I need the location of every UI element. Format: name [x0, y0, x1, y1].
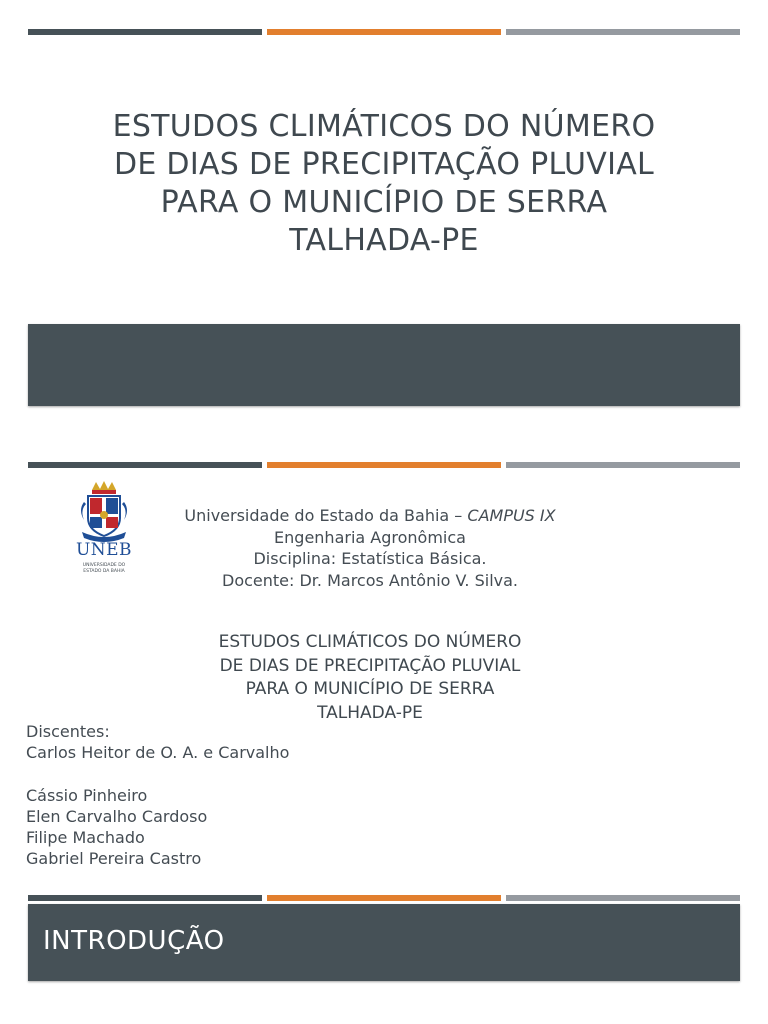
student-name: Gabriel Pereira Castro — [26, 849, 202, 869]
students-list — [26, 721, 289, 869]
students-label: Discentes: — [26, 722, 110, 741]
bottom-stripe-orange — [267, 895, 501, 901]
university-line — [150, 505, 590, 527]
slide3-title: INTRODUÇÃO — [43, 926, 225, 956]
slide2-title-line: DE DIAS DE PRECIPITAÇÃO PLUVIAL — [219, 655, 521, 676]
mid-stripe-dark — [28, 462, 262, 468]
student-name: Cássio Pinheiro — [26, 785, 148, 805]
slide1-title-line: ESTUDOS CLIMÁTICOS DO NÚMERO — [112, 109, 656, 144]
mid-stripe-gray — [506, 462, 740, 468]
slide1-title — [60, 108, 708, 260]
uneb-logo — [72, 480, 136, 584]
logo-subtext: ESTADO DA BAHIA — [83, 569, 125, 574]
university-name: Universidade do Estado da Bahia – — [184, 506, 468, 525]
campus-name: CAMPUS IX — [467, 506, 556, 525]
bottom-stripe-dark — [28, 895, 262, 901]
slide1-banner — [28, 324, 740, 406]
student-name: Elen Carvalho Cardoso — [26, 806, 208, 826]
student-name: Filipe Machado — [26, 828, 145, 847]
list-spacer — [26, 763, 289, 784]
slide1-title-line: TALHADA-PE — [289, 223, 479, 258]
top-stripe-gray — [506, 29, 740, 35]
top-stripe-dark — [28, 29, 262, 35]
teacher-line: Docente: Dr. Marcos Antônio V. Silva. — [222, 570, 518, 590]
university-info — [150, 505, 590, 591]
mid-stripe-orange — [267, 462, 501, 468]
logo-wordmark: UNEB — [75, 540, 133, 560]
slide2-title-line: TALHADA-PE — [317, 702, 423, 723]
slide1-title-line: DE DIAS DE PRECIPITAÇÃO PLUVIAL — [113, 147, 655, 182]
course-line: Engenharia Agronômica — [274, 527, 466, 547]
discipline-line: Disciplina: Estatística Básica. — [253, 549, 487, 568]
slide2-title-line: ESTUDOS CLIMÁTICOS DO NÚMERO — [218, 632, 522, 652]
slide2-title — [170, 631, 570, 725]
student-name: Carlos Heitor de O. A. e Carvalho — [26, 743, 290, 763]
slide1-title-line: PARA O MUNICÍPIO DE SERRA — [160, 185, 608, 220]
slide2-title-line: PARA O MUNICÍPIO DE SERRA — [245, 679, 495, 699]
bottom-stripe-gray — [506, 895, 740, 901]
logo-subtext: UNIVERSIDADE DO — [82, 563, 126, 568]
top-stripe-orange — [267, 29, 501, 35]
